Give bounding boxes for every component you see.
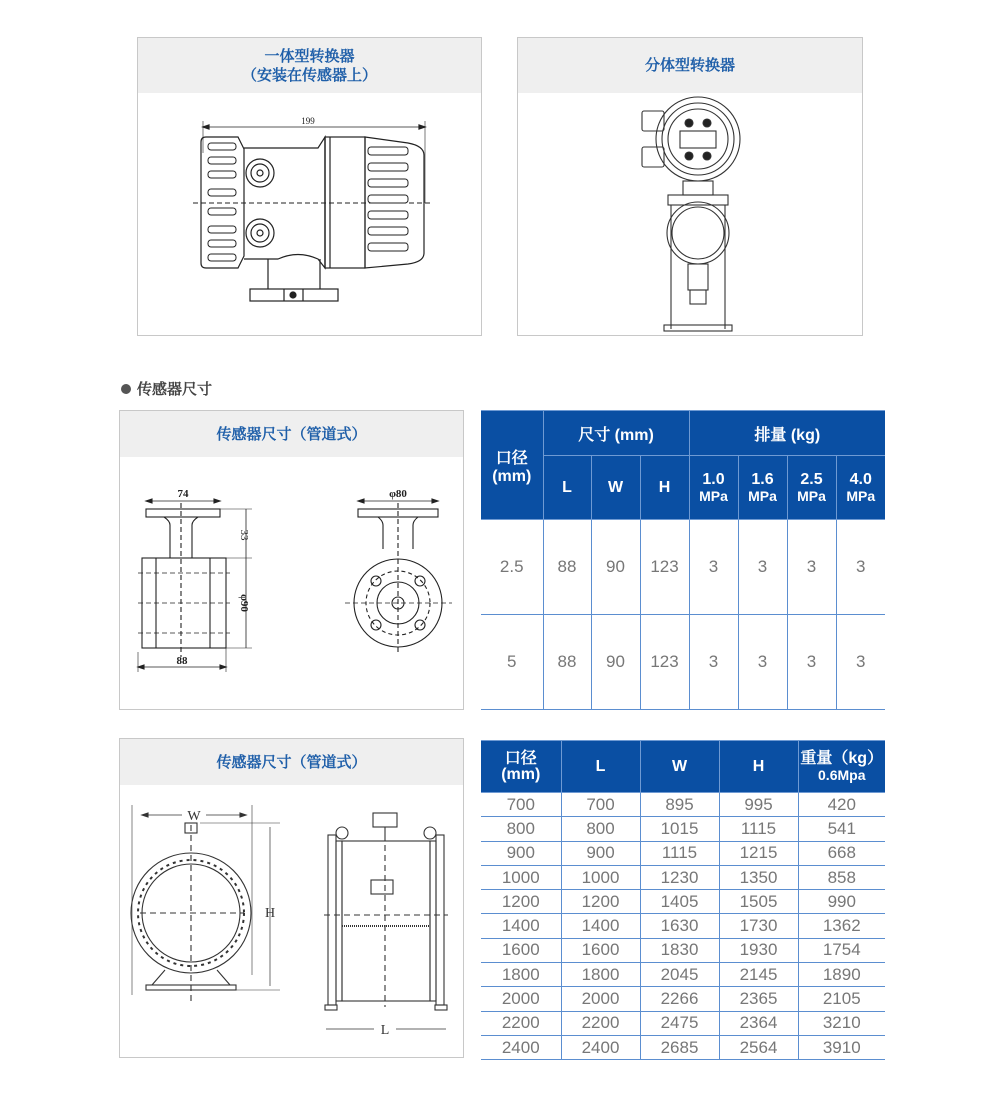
header-weight-line2: 0.6Mpa bbox=[818, 766, 866, 783]
table-cell: 3 bbox=[836, 615, 885, 710]
table-cell: 858 bbox=[798, 865, 885, 889]
integral-converter-card bbox=[137, 37, 482, 336]
table-cell: 1230 bbox=[640, 865, 719, 889]
integral-converter-title-line1: 一体型转换器 bbox=[264, 47, 355, 65]
large-sensor-table bbox=[481, 740, 885, 1060]
table-cell: 1890 bbox=[798, 963, 885, 987]
header-L: L bbox=[561, 741, 640, 793]
large-sensor-card-title: 传感器尺寸（管道式） bbox=[120, 739, 463, 785]
table-cell: 1600 bbox=[561, 938, 640, 962]
table-cell: 2685 bbox=[640, 1035, 719, 1059]
table-cell: 123 bbox=[640, 520, 689, 615]
table-cell: 2564 bbox=[719, 1035, 798, 1059]
integral-width-dimension: 199 bbox=[301, 116, 315, 126]
table-row bbox=[481, 520, 885, 615]
table-cell: 1000 bbox=[561, 865, 640, 889]
table-cell: 1362 bbox=[798, 914, 885, 938]
header-bore bbox=[481, 411, 543, 520]
section-title-sensor-dimensions bbox=[121, 378, 212, 399]
table-cell: 2364 bbox=[719, 1011, 798, 1035]
table-row bbox=[481, 914, 885, 938]
table-row bbox=[481, 793, 885, 817]
table-cell: 3 bbox=[787, 615, 836, 710]
header-size: 尺寸 (mm) bbox=[543, 411, 689, 456]
height-offset-dimension: 33 bbox=[238, 529, 250, 541]
flange-diameter-dimension: φ80 bbox=[389, 488, 407, 500]
table-cell: 1200 bbox=[561, 890, 640, 914]
section-title-text: 传感器尺寸 bbox=[137, 381, 213, 398]
large-sensor-card bbox=[119, 738, 464, 1058]
header-H: H bbox=[640, 456, 689, 520]
table-cell: 3 bbox=[787, 520, 836, 615]
header-weight: 排量 (kg) bbox=[689, 411, 885, 456]
table-cell: 2.5 bbox=[481, 520, 543, 615]
header-bore-line1: 口径 bbox=[495, 449, 528, 467]
small-sensor-card-title: 传感器尺寸（管道式） bbox=[120, 411, 463, 457]
table-row bbox=[481, 1011, 885, 1035]
split-converter-card bbox=[517, 37, 863, 336]
header-pressure-2-5 bbox=[787, 456, 836, 520]
pressure-value: 1.0 bbox=[702, 470, 725, 488]
table-cell: 1400 bbox=[561, 914, 640, 938]
table-cell: 1215 bbox=[719, 841, 798, 865]
pressure-unit: MPa bbox=[846, 487, 876, 504]
small-sensor-table bbox=[481, 410, 885, 710]
pressure-unit: MPa bbox=[699, 487, 728, 504]
table-row bbox=[481, 865, 885, 889]
table-cell: 3910 bbox=[798, 1035, 885, 1059]
table-cell: 668 bbox=[798, 841, 885, 865]
table-cell: 3 bbox=[689, 520, 738, 615]
table-cell: 1630 bbox=[640, 914, 719, 938]
table-cell: 1115 bbox=[640, 841, 719, 865]
table-cell: 2266 bbox=[640, 987, 719, 1011]
table-cell: 123 bbox=[640, 615, 689, 710]
table-cell: 1730 bbox=[719, 914, 798, 938]
width-label: W bbox=[187, 809, 201, 824]
length-dimension: 88 bbox=[176, 655, 188, 667]
top-width-dimension: 74 bbox=[177, 488, 189, 500]
small-sensor-card bbox=[119, 410, 464, 710]
table-cell: 1200 bbox=[481, 890, 561, 914]
table-cell: 895 bbox=[640, 793, 719, 817]
table-row bbox=[481, 1035, 885, 1059]
table-cell: 2000 bbox=[481, 987, 561, 1011]
table-cell: 1800 bbox=[561, 963, 640, 987]
table-cell: 900 bbox=[561, 841, 640, 865]
table-row bbox=[481, 963, 885, 987]
table-row bbox=[481, 938, 885, 962]
split-converter-title: 分体型转换器 bbox=[518, 38, 862, 93]
table-cell: 900 bbox=[481, 841, 561, 865]
table-cell: 2105 bbox=[798, 987, 885, 1011]
pressure-unit: MPa bbox=[797, 487, 826, 504]
integral-converter-title bbox=[138, 38, 481, 93]
pressure-value: 1.6 bbox=[751, 470, 774, 488]
table-row bbox=[481, 987, 885, 1011]
table-cell: 88 bbox=[543, 615, 591, 710]
table-cell: 2200 bbox=[481, 1011, 561, 1035]
header-bore bbox=[481, 741, 561, 793]
bullet-icon bbox=[121, 384, 131, 394]
table-cell: 2200 bbox=[561, 1011, 640, 1035]
header-W: W bbox=[640, 741, 719, 793]
table-cell: 3 bbox=[738, 520, 787, 615]
table-cell: 1600 bbox=[481, 938, 561, 962]
table-cell: 2045 bbox=[640, 963, 719, 987]
table-cell: 1400 bbox=[481, 914, 561, 938]
table-cell: 1350 bbox=[719, 865, 798, 889]
table-cell: 1800 bbox=[481, 963, 561, 987]
header-pressure-4-0 bbox=[836, 456, 885, 520]
table-cell: 1405 bbox=[640, 890, 719, 914]
table-row bbox=[481, 890, 885, 914]
header-weight bbox=[798, 741, 885, 793]
table-cell: 2365 bbox=[719, 987, 798, 1011]
table-cell: 1930 bbox=[719, 938, 798, 962]
table-cell: 1754 bbox=[798, 938, 885, 962]
table-cell: 800 bbox=[481, 817, 561, 841]
pressure-value: 4.0 bbox=[849, 470, 872, 488]
table-cell: 3 bbox=[689, 615, 738, 710]
table-cell: 2475 bbox=[640, 1011, 719, 1035]
height-label: H bbox=[264, 906, 276, 921]
table-cell: 2400 bbox=[561, 1035, 640, 1059]
header-pressure-1-6 bbox=[738, 456, 787, 520]
table-cell: 1000 bbox=[481, 865, 561, 889]
table-cell: 1015 bbox=[640, 817, 719, 841]
header-pressure-1-0 bbox=[689, 456, 738, 520]
table-cell: 3 bbox=[836, 520, 885, 615]
table-cell: 2400 bbox=[481, 1035, 561, 1059]
table-cell: 800 bbox=[561, 817, 640, 841]
table-row bbox=[481, 615, 885, 710]
table-cell: 990 bbox=[798, 890, 885, 914]
table-cell: 2000 bbox=[561, 987, 640, 1011]
table-cell: 420 bbox=[798, 793, 885, 817]
table-cell: 2145 bbox=[719, 963, 798, 987]
table-cell: 3 bbox=[738, 615, 787, 710]
table-row bbox=[481, 817, 885, 841]
header-weight-line1: 重量（kg） bbox=[800, 749, 884, 767]
table-cell: 1505 bbox=[719, 890, 798, 914]
table-cell: 700 bbox=[561, 793, 640, 817]
table-cell: 1115 bbox=[719, 817, 798, 841]
integral-converter-title-line2: （安装在传感器上） bbox=[241, 66, 377, 84]
pressure-unit: MPa bbox=[748, 487, 777, 504]
body-diameter-dimension: φ90 bbox=[238, 594, 250, 612]
table-cell: 700 bbox=[481, 793, 561, 817]
table-cell: 995 bbox=[719, 793, 798, 817]
table-cell: 3210 bbox=[798, 1011, 885, 1035]
table-cell: 541 bbox=[798, 817, 885, 841]
header-H: H bbox=[719, 741, 798, 793]
header-bore-line2: (mm) bbox=[492, 467, 532, 485]
pressure-value: 2.5 bbox=[800, 470, 823, 488]
header-bore-line2: (mm) bbox=[501, 765, 541, 783]
table-cell: 90 bbox=[591, 615, 640, 710]
length-label: L bbox=[380, 1023, 390, 1038]
table-cell: 1830 bbox=[640, 938, 719, 962]
header-L: L bbox=[543, 456, 591, 520]
table-cell: 88 bbox=[543, 520, 591, 615]
table-cell: 90 bbox=[591, 520, 640, 615]
header-bore-line1: 口径 bbox=[504, 749, 537, 767]
header-W: W bbox=[591, 456, 640, 520]
table-cell: 5 bbox=[481, 615, 543, 710]
table-row bbox=[481, 841, 885, 865]
